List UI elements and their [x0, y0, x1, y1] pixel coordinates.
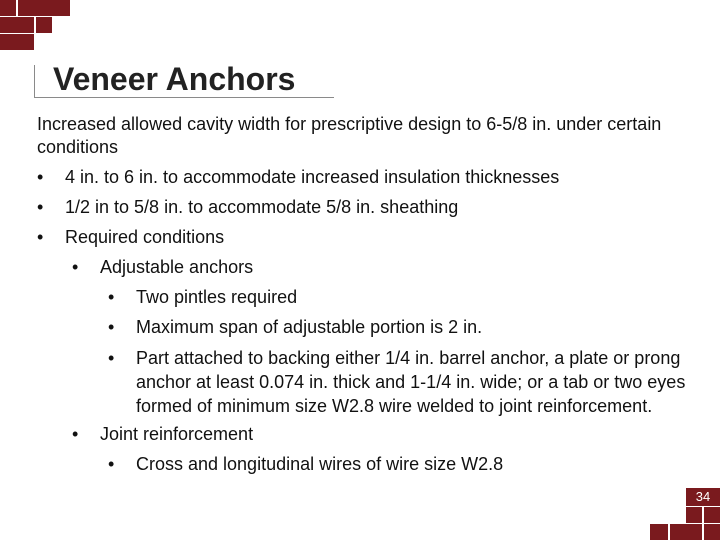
bullet-marker: •	[37, 167, 44, 187]
sub-sub-bullet-text: Two pintles required	[136, 287, 298, 307]
bullet-text: 4 in. to 6 in. to accommodate increased insulation thicknesses	[65, 167, 560, 187]
bullet-item	[37, 166, 707, 189]
sub-sub-bullet-item	[37, 286, 707, 309]
title-left-rule	[34, 65, 35, 97]
title-bar	[0, 55, 720, 103]
bullet-marker: •	[72, 424, 79, 444]
title-underline	[34, 97, 334, 98]
bullet-marker: •	[108, 287, 115, 307]
sub-sub-bullet-text: Part attached to backing either 1/4 in. barrel anchor, a plate or prong anchor at least 0.074 in. thick and 1-1/4 in. wide; or a tab or two eyes formed of minimum size W2.8 wire welded to joint reinforcement.	[136, 348, 686, 416]
bullet-text: 1/2 in to 5/8 in. to accommodate 5/8 in. sheathing	[65, 197, 459, 217]
bullet-text: Required conditions	[65, 227, 225, 247]
bullet-marker: •	[108, 317, 115, 337]
sub-bullet-text: Joint reinforcement	[100, 424, 254, 444]
bullet-marker: •	[108, 348, 115, 368]
bullet-marker: •	[72, 257, 79, 277]
bullet-marker: •	[108, 454, 115, 474]
bullet-marker: •	[37, 197, 44, 217]
bullet-item	[37, 226, 707, 249]
sub-bullet-text: Adjustable anchors	[100, 257, 254, 277]
sub-bullet-item	[37, 256, 707, 279]
sub-sub-bullet-text: Maximum span of adjustable portion is 2 in.	[136, 317, 483, 337]
bullet-item	[37, 196, 707, 219]
sub-bullet-item	[37, 423, 707, 446]
sub-sub-bullet-text: Cross and longitudinal wires of wire size W2.8	[136, 454, 504, 474]
slide-body	[37, 113, 707, 483]
sub-sub-bullet-item	[37, 453, 707, 476]
bullet-marker: •	[37, 227, 44, 247]
intro-text: Increased allowed cavity width for prescriptive design to 6-5/8 in. under certain conditions	[37, 114, 662, 157]
page-number-badge: 34	[686, 488, 720, 506]
slide-title: Veneer Anchors	[53, 61, 296, 97]
sub-sub-bullet-item	[37, 316, 707, 339]
sub-sub-bullet-item	[37, 346, 707, 418]
